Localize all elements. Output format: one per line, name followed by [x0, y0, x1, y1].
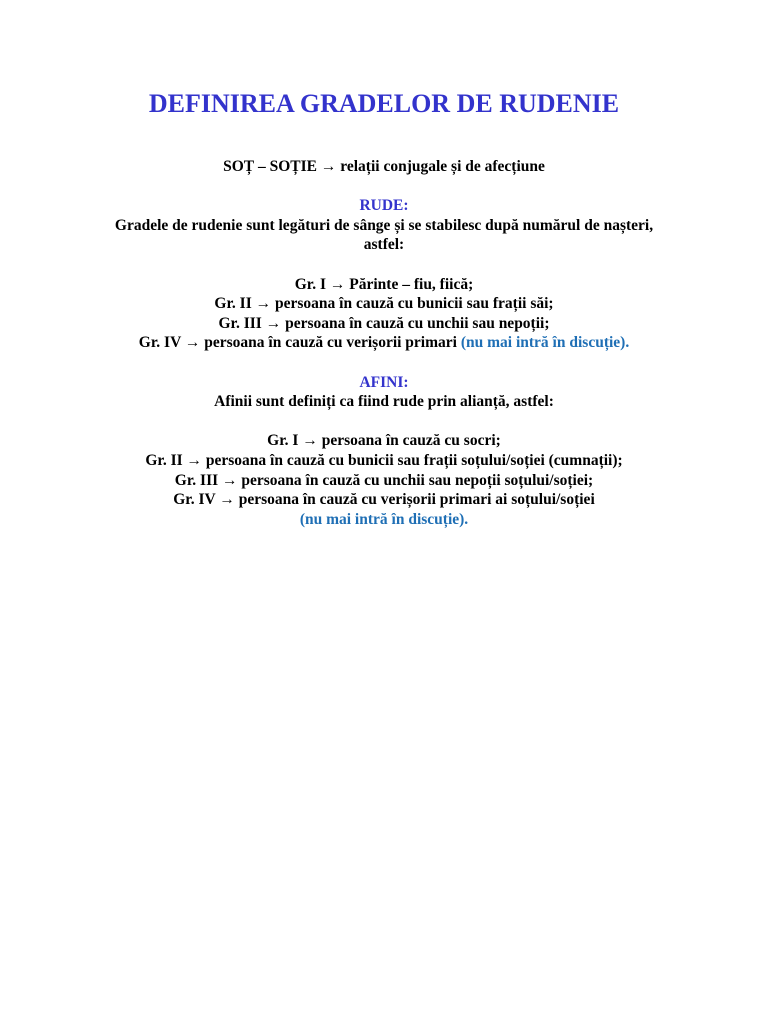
rude-intro-line1: Gradele de rudenie sunt legături de sânge și se stabilesc după numărul de nașteri, — [114, 216, 654, 234]
rude-degree-4-text: Gr. IV → persoana în cauză cu verișorii primari — [138, 334, 461, 352]
spacer — [60, 177, 708, 197]
afini-degree-4: Gr. IV → persoana în cauză cu verișorii primari ai soțului/soției — [173, 491, 595, 509]
rude-degree-3: Gr. III → persoana în cauză cu unchii sau nepoții; — [218, 314, 550, 332]
rude-intro-line2: astfel: — [363, 236, 405, 254]
spouse-line: SOȚ – SOȚIE → relații conjugale și de afecțiune — [223, 158, 545, 175]
afini-heading: AFINI: — [359, 373, 409, 391]
afini-intro: Afinii sunt definiți ca fiind rude prin alianță, astfel: — [214, 393, 554, 411]
spacer — [60, 255, 708, 275]
rude-degree-2: Gr. II → persoana în cauză cu bunicii sau frații săi; — [214, 295, 554, 313]
rude-degree-4 — [60, 333, 708, 353]
rude-heading: RUDE: — [359, 197, 409, 215]
afini-degree-1: Gr. I → persoana în cauză cu socri; — [267, 432, 501, 450]
afini-degree-2: Gr. II → persoana în cauză cu bunicii sau frații soțului/soției (cumnații); — [145, 451, 623, 469]
spacer — [60, 412, 708, 432]
page-title: DEFINIREA GRADELOR DE RUDENIE — [148, 89, 620, 118]
document-body — [60, 157, 708, 529]
rude-degree-4-note: (nu mai intră în discuție). — [460, 334, 630, 352]
afini-degree-4-note: (nu mai intră în discuție). — [299, 510, 469, 528]
rude-degree-1: Gr. I → Părinte – fiu, fiică; — [294, 275, 474, 293]
spacer — [60, 353, 708, 373]
afini-degree-3: Gr. III → persoana în cauză cu unchii sau nepoții soțului/soției; — [174, 471, 594, 489]
